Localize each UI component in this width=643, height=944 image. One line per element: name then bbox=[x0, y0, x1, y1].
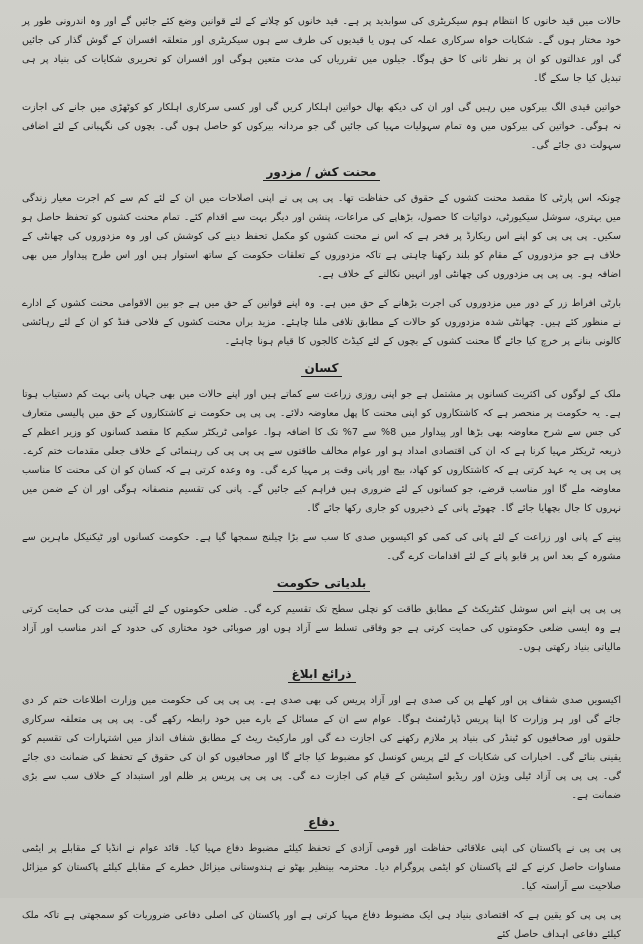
section-heading-labour: محنت کش / مزدور bbox=[22, 165, 621, 179]
section-media bbox=[22, 667, 621, 805]
intro-paragraph-2: خواتین قیدی الگ بیرکوں میں رہیں گی اور ان کی دیکھ بھال خواتین اہلکار کریں گی اور کسی سرکاری اہلکار کو کوٹھڑی میں جانے کی اجازت نہ ہوگی۔ خواتین کی بیرکوں میں وہ تمام سہولیات مہیا کی جائیں گی جو مردانہ بیرکوں کو حاصل ہوں گی۔ بچوں کی نگہبانی کے لئے اضافی سہولت دی جائے گی۔ bbox=[22, 102, 621, 151]
local-government-paragraph-1: پی پی پی اپنے اس سوشل کنٹریکٹ کے مطابق طاقت کو نچلی سطح تک تقسیم کرے گی۔ ضلعی حکومتوں کے لئے آئینی مدت کی حمایت کرتی ہے وہ ایسی ضلعی حکومتوں کی حمایت کرتی ہے جو وفاقی تسلط سے آزاد ہوں اور صوبائی خود مختاری کی حدود کے اندر مناسب اور آزاد مالیاتی بنیاد رکھتی ہوں۔ bbox=[22, 604, 621, 653]
section-heading-local-government: بلدیاتی حکومت bbox=[22, 576, 621, 590]
section-local-government bbox=[22, 576, 621, 657]
section-defence bbox=[22, 815, 621, 944]
section-farmers bbox=[22, 361, 621, 566]
section-heading-defence: دفاع bbox=[22, 815, 621, 829]
labour-paragraph-2: بارٹی افراط زر کے دور میں مزدوروں کی اجرت بڑھانے کے حق میں ہے۔ وہ اپنے قوانین کے حق میں ہے جو بین الاقوامی محنت کشوں کے ادارے نے منظور کئے ہیں۔ چھانٹی شدہ مزدوروں کو حالات کے مطابق تلافی ملنا چاہئے۔ مزید براں محنت کشوں کے فلاحی فنڈ کو ان کے لئے رہائشی کالونی بنانے پر خرچ کیا جائے گا محنت کشوں کے بچوں کے لئے کیڈٹ کالجوں کا قیام ہونا چاہئے۔ bbox=[22, 298, 621, 347]
farmers-paragraph-1: ملک کے لوگوں کی اکثریت کسانوں پر مشتمل ہے جو اپنی روزی زراعت سے کماتے ہیں اور اپنے حالات میں بھی جہاں پانی بہت کم دستیاب ہوتا ہے۔ یہ حکومت پر منحصر ہے کہ کاشتکاروں کو اپنی محنت کا پھل معاوضہ دلائے۔ پی پی پی حکومت نے کاشتکاروں کے حق میں پالیسی متعارف کی جس سے شرح معاوضہ بھی بڑھا اور پیداوار میں 8% سے 7% تک کا اضافہ ہوا۔ عوامی ٹریکٹر سکیم کا مقصد کسانوں کو وزیر اعظم کے ذریعہ ٹریکٹر مہیا کرنا ہے کہ ان کی اقتصادی امداد ہو اور عوام مخالف طاقتوں سے پی پی پی کی رہنمائی کے خلاف جعلی مقدمات ختم کرے۔ پی پی پی یہ عہد کرتی ہے کہ کاشتکاروں کو کھاد، بیج اور پانی وقت پر مہیا کرے گی۔ وہ وعدہ کرتی ہے کہ کسان کو ان کی محنت کا مناسب معاوضہ ملے گا اور مناسب قرضے، جو کسانوں کے لئے ضروری ہیں فراہم کیے جائیں گے۔ پانی کی تقسیم منصفانہ ہوگی اور ان کے ضمن میں نہروں کا جال بچھایا جائے گا۔ چھوٹے پانی کے ذخیروں کو جاری رکھا جائے گا۔ bbox=[22, 389, 622, 514]
labour-paragraph-1: چونکہ اس پارٹی کا مقصد محنت کشوں کے حقوق کی حفاظت تھا۔ پی پی پی نے اپنی اصلاحات میں ان کے لئے کم سے کم اجرت معیار زندگی میں بہتری، سوشل سیکیورٹی، دوائیات کا حصول، بڑھاپے کی مراعات، پنشن اور دیگر بہت سے اقدام کئے۔ تمام محنت کشوں کو تحفظ حاصل ہو سکیں۔ پی پی پی کو اپنے اس ریکارڈ پر فخر ہے کہ اس نے محنت کشوں کو مکمل تحفظ دینے کی کوشش کی اور وہ مزدوروں کی چھانٹی کے خلاف ہے جو مزدوروں کے مقام کو بلند رکھنا چاہتی ہے تاکہ مزدوروں کے تعلقات حکومت کے ساتھ استوار ہیں اور اس طرح پیداوار میں بھی اضافہ ہو۔ پی پی پی مزدوروں کی چھانٹی اور انہیں نکالنے کے خلاف ہے۔ bbox=[22, 193, 621, 280]
media-paragraph-1: اکیسویں صدی شفاف پن اور کھلے پن کی صدی ہے اور آزاد پریس کی بھی صدی ہے۔ پی پی پی کی حکومت میں وزارت اطلاعات ختم کر دی جائے گی اور ہر وزارت کا اپنا پریس ڈپارٹمنٹ ہوگا۔ عوام سے ان کے مسائل کے بارے میں خود رابطہ رکھے گی۔ پی پی پی متعلقہ سرکاری حلقوں اور صحافیوں کو ٹینڈر کی بنیاد پر ملازم رکھنے کی اجازت دے گی اور مارکیٹ ریٹ کے مطابق شفاف انداز میں اشتہارات کی تقسیم کو یقینی بنائے گی۔ اخبارات کی شکایات کے لئے پریس کونسل کو مضبوط کیا جائے گا اور صحافیوں کو ان کی حقوق کے تحفظ کی ضمانت دی جائے گی۔ پی پی پی آزاد ٹیلی ویژن اور ریڈیو اسٹیشن کے قیام کی اجازت دے گی۔ پی پی پی پریس پر ظلم اور استبداد کے خلاف سب سے بڑی ضمانت ہے۔ bbox=[22, 695, 621, 801]
section-heading-media: ذرائع ابلاغ bbox=[22, 667, 621, 681]
section-heading-farmers: کسان bbox=[22, 361, 621, 375]
farmers-paragraph-2: پینے کے پانی اور زراعت کے لئے پانی کی کمی کو اکیسویں صدی کا سب سے بڑا چیلنج سمجھا گیا ہے۔ حکومت کسانوں اور ٹیکنیکل ماہرین سے مشورہ کے بعد اس پر قابو پانے کے لئے اقدامات کرے گی۔ bbox=[22, 532, 621, 562]
defence-paragraph-1: پی پی پی نے پاکستان کی اپنی علاقائی حفاظت اور قومی آزادی کے تحفظ کیلئے مضبوط دفاع مہیا کیا۔ قائد عوام نے انڈیا کے مقابلے پر ایٹمی مساوات حاصل کرنے کے لئے پاکستان کو ایٹمی پروگرام دیا۔ محترمہ بینظیر بھٹو نے ہندوستانی میزائل خطرے کے مقابلے کیلئے پاکستان کو میزائل صلاحیت سے آراستہ کیا۔ bbox=[22, 843, 621, 892]
defence-paragraph-2: پی پی پی کو یقین ہے کہ اقتصادی بنیاد ہی ایک مضبوط دفاع مہیا کرتی ہے اور پاکستان کی اصلی دفاعی ضروریات کو سمجھتی ہے تاکہ ملک کیلئے دفاعی اہداف حاصل کئے bbox=[22, 910, 621, 940]
intro-paragraph-1: حالات میں قید خانوں کا انتظام ہوم سیکریٹری کی سوابدید پر ہے۔ قید خانوں کو چلانے کے لئے قوانین وضع کئے جائیں گے اور وہ اندرونی طور پر خود مختار ہوں گے۔ شکایات خواہ سرکاری عملہ کی ہوں یا قیدیوں کی طرف سے ہوں سیکریٹری اور متعلقہ افسران کے گوش گذار کی جائیں گی اور عدالتوں کو ان پر نظر ثانی کا حق ہوگا۔ جیلوں میں تقرریاں کی مدت متعین ہوگی اور افسران کو تحریری شکایات کی بنیاد پر ہی تبدیل کیا جا سکے گا۔ bbox=[22, 16, 621, 84]
section-labour bbox=[22, 165, 621, 351]
